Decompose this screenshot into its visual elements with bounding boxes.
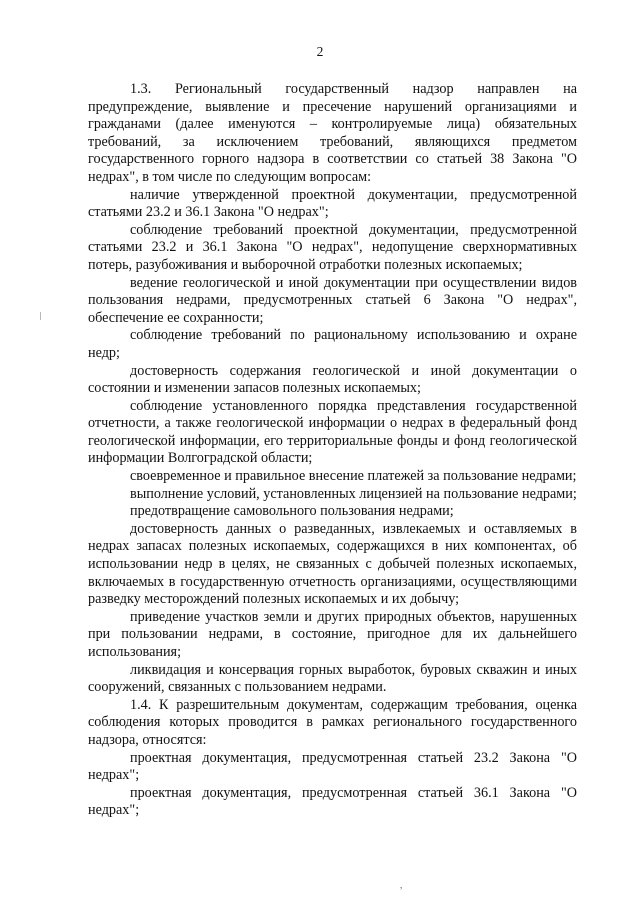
scan-speck: , [400, 880, 403, 890]
paragraph-item: соблюдение требований проектной документации, предусмотренной статьями 23.2 и 36.1 Закона "О недрах", недопущение сверхнормативных потерь, разубоживания и выборочной отработки полезных ископаемых; [88, 221, 577, 273]
paragraph-item: своевременное и правильное внесение платежей за пользование недрами; [130, 468, 577, 485]
paragraph-item: предотвращение самовольного пользования недрами; [130, 503, 454, 520]
paragraph-item: соблюдение требований по рациональному использованию и охране недр; [88, 327, 577, 361]
paragraph-item: приведение участков земли и других природных объектов, нарушенных при пользовании недрами, в состояние, пригодное для их дальнейшего использования; [88, 608, 577, 660]
paragraph-item: наличие утвержденной проектной документации, предусмотренной статьями 23.2 и 36.1 Закона "О недрах"; [88, 186, 577, 221]
paragraph-item: соблюдение установленного порядка представления государственной отчетности, а также геологической информации о недрах в федеральный фонд геологической информации, его территориальные фонды и фонд геологической информации Волгоградской области; [88, 397, 577, 467]
paragraph-item: достоверность содержания геологической и иной документации о состоянии и изменении запасов полезных ископаемых; [88, 362, 577, 397]
margin-mark [40, 312, 41, 320]
paragraph-item: выполнение условий, установленных лицензией на пользование недрами; [130, 485, 577, 502]
paragraph-item: ведение геологической и иной документации при осуществлении видов пользования недрами, предусмотренных статьей 6 Закона "О недрах", обеспечение ее сохранности; [88, 274, 577, 326]
paragraph-1-4: 1.4. К разрешительным документам, содержащим требования, оценка соблюдения которых проводится в рамках регионального государственного надзора, относятся: [88, 696, 577, 748]
paragraph-item: достоверность данных о разведанных, извлекаемых и оставляемых в недрах запасах полезных ископаемых, содержащихся в них компонентах, об использовании недр в целях, не связанных с добычей полезных ископаемых, включаемых в государственную отчетность организациями, осуществляющими разведку месторождений полезных ископаемых и их добычу; [88, 520, 577, 608]
page-number: 2 [316, 44, 324, 59]
paragraph-item: проектная документация, предусмотренная статьей 23.2 Закона "О недрах"; [88, 749, 577, 784]
paragraph-item: проектная документация, предусмотренная статьей 36.1 Закона "О недрах"; [88, 784, 577, 819]
paragraph-1-3: 1.3. Региональный государственный надзор направлен на предупреждение, выявление и пресечение нарушений организациями и гражданами (далее именуются – контролируемые лица) обязательных требований, за исключением требований, являющихся предметом государственного горного надзора в соответствии со статьей 38 Закона "О недрах", в том числе по следующим вопросам: [88, 81, 577, 185]
document-body [88, 81, 577, 820]
paragraph-item: ликвидация и консервация горных выработок, буровых скважин и иных сооружений, связанных с пользованием недрами. [88, 661, 577, 696]
